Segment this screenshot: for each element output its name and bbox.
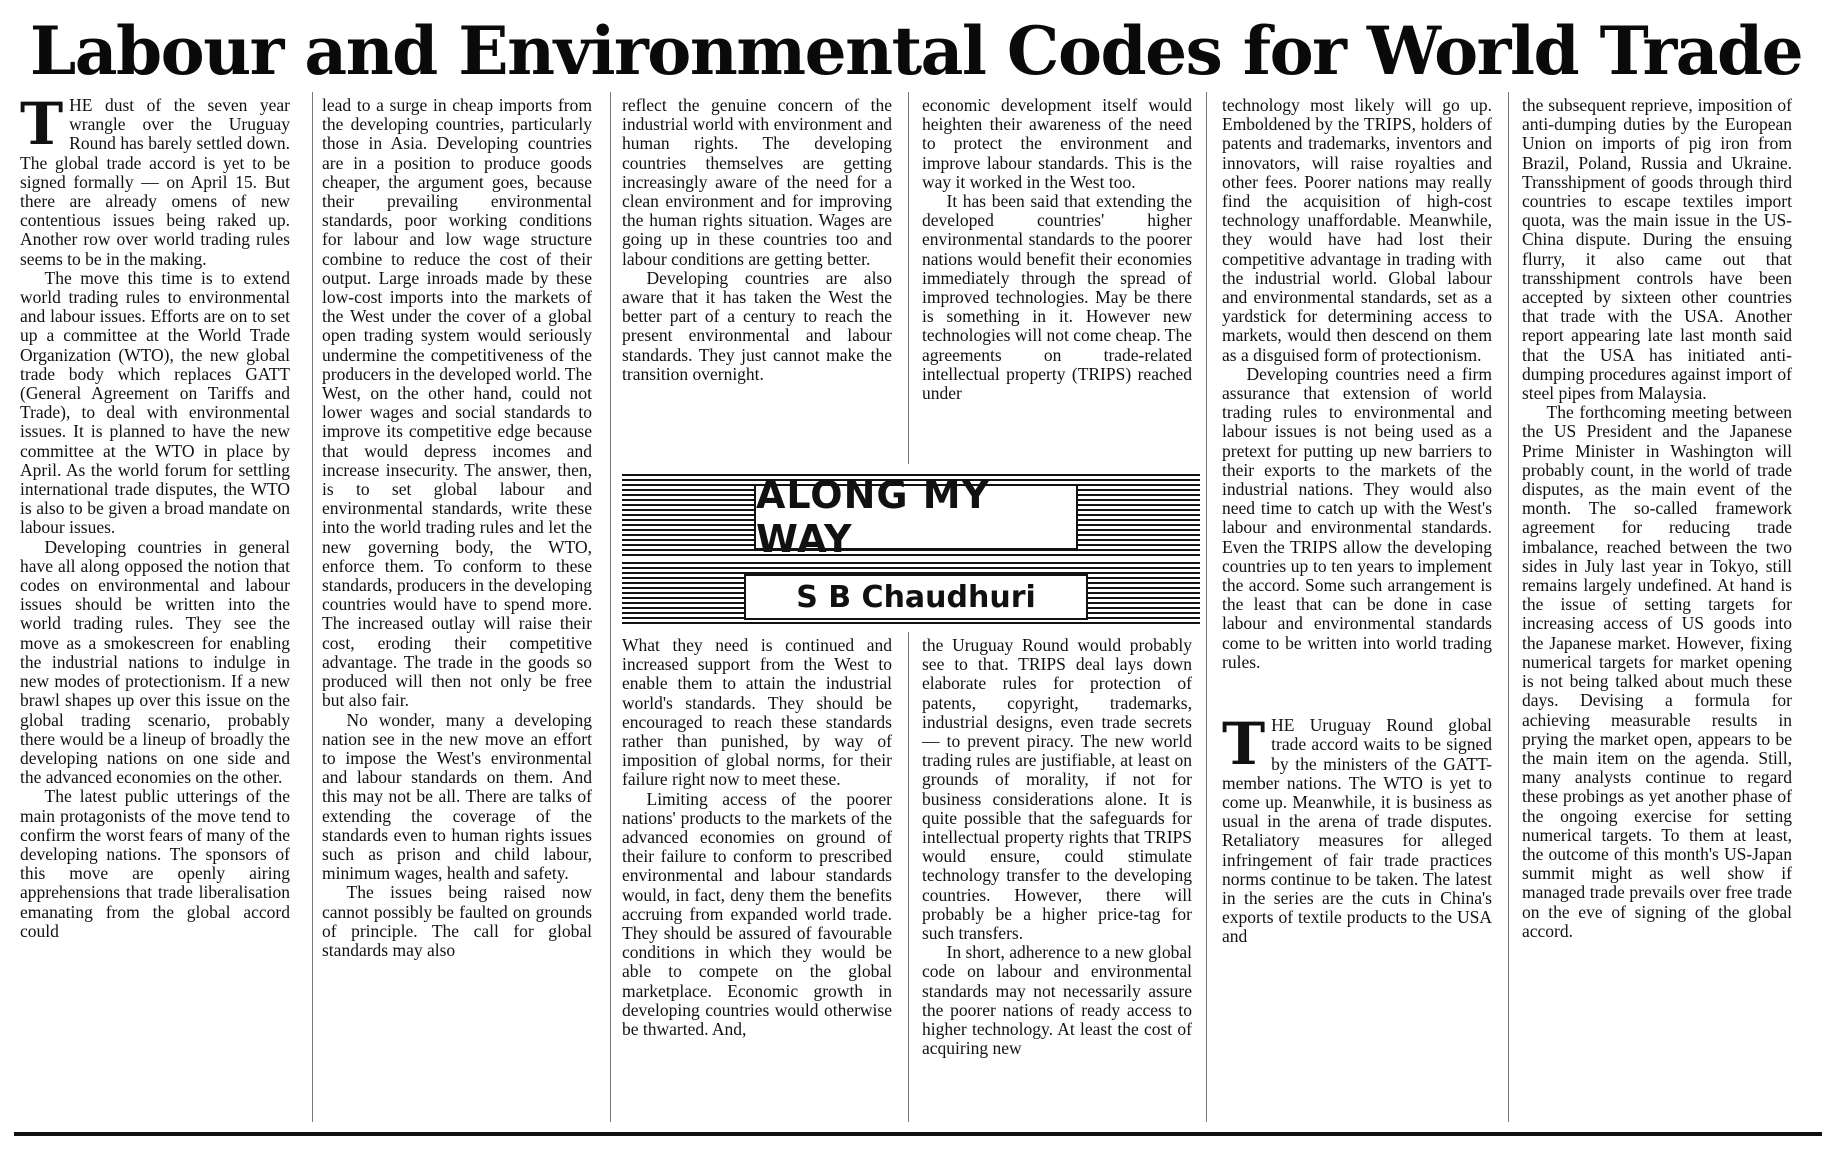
drop-cap: T bbox=[1222, 710, 1266, 779]
paragraph: No wonder, many a developing nation see in the new move an effort to impose the West's environmental and labour standards on them. And this may not be all. There are talks of extending the coverage of the standards even to human rights issues such as prison and child labour, minimum wages, health and safety. bbox=[322, 709, 592, 884]
paragraph: What they need is continued and increased support from the West to enable them to attain the industrial world's standards. They should be encouraged to reach these standards rather than punished, by way of imposition of global norms, for their failure right now to meet these. bbox=[622, 636, 892, 790]
paragraph: Developing countries in general have all along opposed the notion that codes on environmental and labour issues should be written into the world trading rules. They see the move as a smokescreen for enabling the industrial nations to indulge in new modes of protectionism. If a new brawl shapes up over this issue on the global trading scenario, probably there would be a lineup of broadly the developing nations on one side and the advanced economies on the other. bbox=[20, 536, 290, 788]
bottom-rule bbox=[14, 1132, 1822, 1136]
paragraph: economic development itself would heighten their awareness of the need to protect the environment and improve labour standards. This is the way it worked in the West too. bbox=[922, 96, 1192, 192]
article-column-4-bottom bbox=[922, 636, 1192, 1126]
paragraph: In short, adherence to a new global code on labour and environmental standards may not necessarily assure the poorer nations of ready access to higher technology. At least the cost of acquiring new bbox=[922, 942, 1192, 1059]
byline: S B Chaudhuri bbox=[744, 574, 1088, 620]
column-rule bbox=[312, 92, 313, 1122]
column-rule bbox=[610, 92, 611, 1122]
article-column-5 bbox=[1222, 96, 1492, 1126]
paragraph: Developing countries are also aware that it has taken the West the better part of a century to reach the present environmental and labour standards. They just cannot make the transition overnight. bbox=[622, 267, 892, 384]
paragraph: Limiting access of the poorer nations' products to the markets of the advanced economies on ground of their failure to conform to prescribed environmental and labour standards would, in fact, deny them the benefits accruing from expanded world trade. They should be assured of favourable conditions in which they would be able to compete on the global marketplace. Economic growth in developing countries would otherwise be thwarted. And, bbox=[622, 788, 892, 1040]
paragraph: The forthcoming meeting between the US President and the Japanese Prime Minister in Washington will probably count, in the world of trade disputes, as the main event of the month. The so-called framework agreement for reducing trade imbalance, reached between the two sides in July last year in Tokyo, still remains largely undefined. At hand is the issue of setting targets for increasing access of US goods into the Japanese market. However, fixing numerical targets for market opening is not being talked about much these days. Devising a formula for achieving measurable results in prying the market open, appears to be the main item on the agenda. Still, many analysts continue to regard these probings as yet another phase of the ongoing exercise for setting numerical targets. To them at least, the outcome of this month's US-Japan summit might as well show if managed trade prevails over free trade on the eve of signing of the global accord. bbox=[1522, 402, 1792, 941]
article-column-2 bbox=[322, 96, 592, 1126]
article-column-1 bbox=[20, 96, 290, 1126]
column-rule bbox=[908, 632, 909, 1122]
article-column-3-top bbox=[622, 96, 892, 460]
headline: Labour and Environmental Codes for World Trade bbox=[29, 12, 1803, 90]
column-rule bbox=[908, 92, 909, 464]
paragraph: the subsequent reprieve, imposition of anti-dumping duties by the European Union on imports of pig iron from Brazil, Poland, Russia and Ukraine. Transshipment of goods through third countries to escape textiles import quota, was the main issue in the US-China dispute. During the ensuing flurry, it also came out that transshipment controls have been accepted by sixteen other countries that trade with the USA. Another report appearing late last month said that the USA has initiated anti-dumping procedures against import of steel pipes from Malaysia. bbox=[1522, 96, 1792, 404]
paragraph: The move this time is to extend world trading rules to environmental and labour issues. Efforts are on to set up a committee at the World Trade Organization (WTO), the new global trade body which replaces GATT (General Agreement on Tariffs and Trade), to deal with environmental issues. It is planned to have the new committee at the WTO in place by April. As the world forum for settling international trade disputes, the WTO is also to be given a broad mandate on labour issues. bbox=[20, 267, 290, 538]
column-rule bbox=[1508, 92, 1509, 1122]
drop-cap: T bbox=[20, 96, 64, 158]
paragraph: the Uruguay Round would probably see to that. TRIPS deal lays down elaborate rules for protection of patents, copyright, trademarks, industrial designs, even trade secrets — to prevent piracy. The new world trading rules are justifiable, at least on grounds of morality, if not for business considerations alone. It is quite possible that the safeguards for intellectual property rights that TRIPS would ensure, could stimulate technology transfer to the developing countries. However, there will probably be a higher price-tag for such transfers. bbox=[922, 636, 1192, 944]
paragraph: The issues being raised now cannot possibly be faulted on grounds of principle. The call for global standards may also bbox=[322, 882, 592, 960]
paragraph: reflect the genuine concern of the industrial world with environment and human rights. The developing countries themselves are getting increasingly aware of the need for a clean environment and for improving the human rights situation. Wages are going up in these countries too and labour conditions are getting better. bbox=[622, 96, 892, 269]
paragraph: technology most likely will go up. Emboldened by the TRIPS, holders of patents and trademarks, inventors and innovators, will raise royalties and other fees. Poorer nations may really find the acquisition of high-cost technology unaffordable. Meanwhile, they would have had lost their competitive advantage in trading with the industrial world. Global labour and environmental standards, set as a yardstick for determining access to markets, would then descend on them as a disguised form of protectionism. bbox=[1222, 96, 1492, 365]
paragraph: lead to a surge in cheap imports from the developing countries, particularly those in Asia. Developing countries are in a position to produce goods cheaper, the argument goes, because their prevailing environmental standards, poor working conditions for labour and low wage structure combine to reduce the cost of their output. Large inroads made by these low-cost imports into the markets of the West under the cover of a global open trading system would seriously undermine the competitiveness of the producers in the developed world. The West, on the other hand, could not lower wages and social standards to improve its competitive edge because that would depress incomes and increase insecurity. The answer, then, is to set global labour and environmental standards, write these into the world trading rules and let the new governing body, the WTO, enforce them. To conform to these standards, producers in the developing countries would have to spend more. The increased outlay will raise their cost, eroding their competitive advantage. The trade in the goods so produced will then not only be free but also fair. bbox=[322, 96, 592, 711]
paragraph: HE dust of the seven year wrangle over the Uruguay Round has barely settled down. The global trade accord is yet to be signed formally — on April 15. But there are already omens of new contentious issues being raked up. Another row over world trading rules seems to be in the making. bbox=[20, 96, 290, 269]
standing-head: ALONG MY WAY bbox=[754, 484, 1078, 550]
paragraph: HE Uruguay Round global trade accord waits to be signed by the ministers of the GATT-member nations. The WTO is yet to come up. Meanwhile, it is business as usual in the arena of trade disputes. Retaliatory measures for alleged infringement of fair trade practices norms continue to be taken. The latest in the series are the cuts in China's exports of textile products to the USA and bbox=[1222, 715, 1492, 947]
paragraph: It has been said that extending the developed countries' higher environmental standards to the poorer nations would benefit their economies immediately through the spread of improved technologies. May be there is something in it. However new technologies will not come cheap. The agreements on trade-related intellectual property (TRIPS) reached under bbox=[922, 191, 1192, 404]
article-column-4-top bbox=[922, 96, 1192, 460]
paragraph: Developing countries need a firm assurance that extension of world trading rules to environmental and labour issues is not being used as a pretext for putting up new barriers to their exports to the markets of the industrial nations. They would also need time to catch up with the West's labour and environmental standards. Even the TRIPS allow the developing countries up to ten years to implement the accord. Some such arrangement is the least that can be done in case labour and environmental standards come to be written into world trading rules. bbox=[1222, 363, 1492, 672]
paragraph: The latest public utterings of the main protagonists of the move tend to confirm the worst fears of many of the developing nations. The sponsors of this move are openly airing apprehensions that trade liberalisation emanating from the global accord could bbox=[20, 786, 290, 941]
article-column-3-bottom bbox=[622, 636, 892, 1126]
second-story bbox=[1222, 710, 1492, 947]
article-column-6 bbox=[1522, 96, 1792, 1126]
column-rule bbox=[1206, 92, 1207, 1122]
along-my-way-box bbox=[622, 474, 1200, 626]
